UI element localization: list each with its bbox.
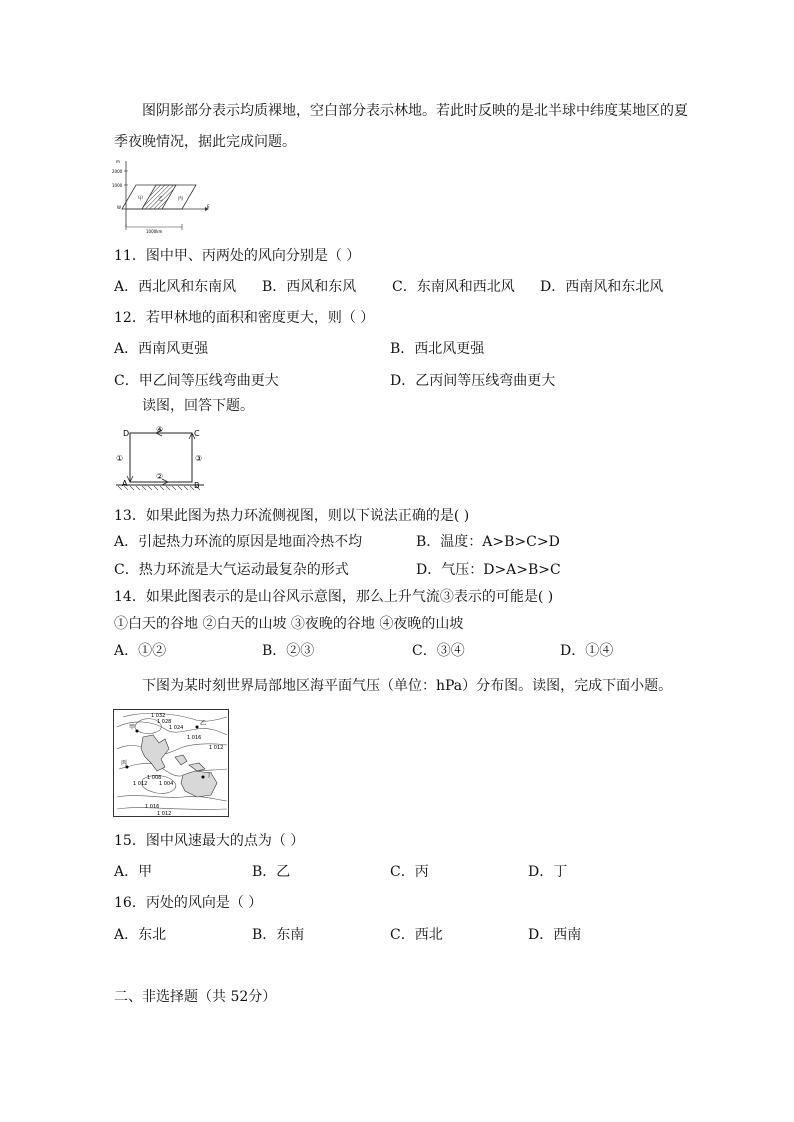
- fig2-label-a: A: [122, 479, 128, 488]
- map-point-ding: 丁: [206, 772, 213, 779]
- isobar-label-1016: 1 016: [187, 735, 202, 741]
- isobar-label-1028: 1 028: [157, 719, 172, 725]
- isobar-map-figure: [113, 709, 229, 817]
- q12-option-d: D．乙丙间等压线弯曲更大: [390, 373, 556, 389]
- q14-stem: 14．如果此图表示的是山谷风示意图，那么上升气流③表示的可能是( ): [114, 589, 554, 605]
- fig1-scale-label: 1000km: [146, 229, 163, 233]
- q12-option-c: C．甲乙间等压线弯曲更大: [114, 373, 279, 389]
- q15-option-c: C．丙: [390, 864, 429, 880]
- q16-option-a: A．东北: [114, 927, 167, 943]
- q15-option-d: D．丁: [528, 864, 568, 880]
- intro-paragraph-2: 读图，回答下题。: [142, 398, 254, 414]
- q15-stem: 15．图中风速最大的点为（ ）: [114, 833, 305, 849]
- section-heading-non-choice: 二、非选择题（共 52分）: [114, 989, 277, 1005]
- q13-option-d: D．气压：D>A>B>C: [416, 562, 561, 578]
- q13-stem: 13．如果此图为热力环流侧视图，则以下说法正确的是( ): [114, 508, 470, 524]
- q14-option-a: A．①②: [114, 643, 167, 659]
- map-point-bing: 丙: [121, 760, 128, 767]
- q14-option-c: C．③④: [412, 643, 465, 659]
- fig1-tick-1000: 1000: [112, 183, 123, 188]
- isobar-label-1024: 1 024: [169, 725, 184, 731]
- fig2-label-d: D: [123, 429, 130, 438]
- q15-option-b: B．乙: [252, 864, 291, 880]
- fig1-east-label: E: [207, 204, 210, 209]
- q14-option-d: D．①④: [560, 643, 614, 659]
- q11-option-a: A．西北风和东南风: [114, 279, 237, 295]
- fig1-unit-label: m: [116, 159, 120, 164]
- intro-paragraph-1-cont: 季夜晚情况，据此完成问题。: [114, 134, 296, 150]
- fig1-west-label: W: [117, 205, 121, 210]
- q12-option-b: B．西北风更强: [390, 341, 485, 357]
- q16-option-b: B．东南: [252, 927, 305, 943]
- q13-option-b: B．温度：A>B>C>D: [416, 534, 560, 550]
- fig2-arrow-2: ②: [156, 472, 164, 481]
- fig1-label-yi: 乙: [158, 196, 164, 202]
- q13-option-c: C．热力环流是大气运动最复杂的形式: [114, 562, 349, 578]
- q11-option-c: C．东南风和西北风: [392, 279, 515, 295]
- fig2-label-c: C: [194, 429, 200, 438]
- isobar-label-1032: 1 032: [151, 713, 166, 719]
- intro-paragraph-3: 下图为某时刻世界局部地区海平面气压（单位：hPa）分布图。读图，完成下面小题。: [142, 678, 673, 694]
- q14-sub-options: ①白天的谷地 ②白天的山坡 ③夜晚的谷地 ④夜晚的山坡: [114, 616, 464, 632]
- isobar-label-1012-b: 1 012: [133, 781, 148, 787]
- isobar-label-1012-a: 1 012: [209, 745, 224, 751]
- land-cover-figure: [112, 157, 212, 233]
- fig2-arrow-1: ①: [116, 454, 124, 463]
- fig1-tick-2000: 2000: [112, 169, 123, 174]
- q16-option-d: D．西南: [528, 927, 582, 943]
- circulation-figure: [112, 422, 208, 492]
- fig1-label-jia: 甲: [138, 196, 144, 202]
- q12-stem: 12．若甲林地的面积和密度更大，则（ ）: [114, 310, 375, 326]
- fig1-label-bing: 丙: [178, 196, 184, 202]
- q14-option-b: B．②③: [262, 643, 315, 659]
- isobar-label-1012-c: 1 012: [157, 811, 172, 817]
- isobar-label-1008: 1 008: [147, 775, 162, 781]
- q11-option-d: D．西南风和东北风: [540, 279, 664, 295]
- q11-stem: 11．图中甲、丙两处的风向分别是（ ）: [114, 248, 361, 264]
- fig2-arrow-4: ④: [156, 425, 164, 434]
- isobar-label-1004: 1 004: [159, 781, 174, 787]
- q11-option-b: B．西风和东风: [262, 279, 357, 295]
- intro-paragraph-1: 图阴影部分表示均质裸地，空白部分表示林地。若此时反映的是北半球中纬度某地区的夏: [142, 103, 688, 119]
- isobar-label-1016-b: 1 016: [145, 804, 160, 810]
- q16-option-c: C．西北: [390, 927, 443, 943]
- q12-option-a: A．西南风更强: [114, 341, 209, 357]
- fig2-arrow-3: ③: [195, 454, 203, 463]
- q15-option-a: A．甲: [114, 864, 153, 880]
- q16-stem: 16．丙处的风向是（ ）: [114, 895, 263, 911]
- map-point-yi: 乙: [200, 720, 207, 727]
- fig2-label-b: B: [194, 481, 200, 490]
- map-point-jia: 甲: [129, 724, 136, 731]
- q13-option-a: A．引起热力环流的原因是地面冷热不均: [114, 534, 363, 550]
